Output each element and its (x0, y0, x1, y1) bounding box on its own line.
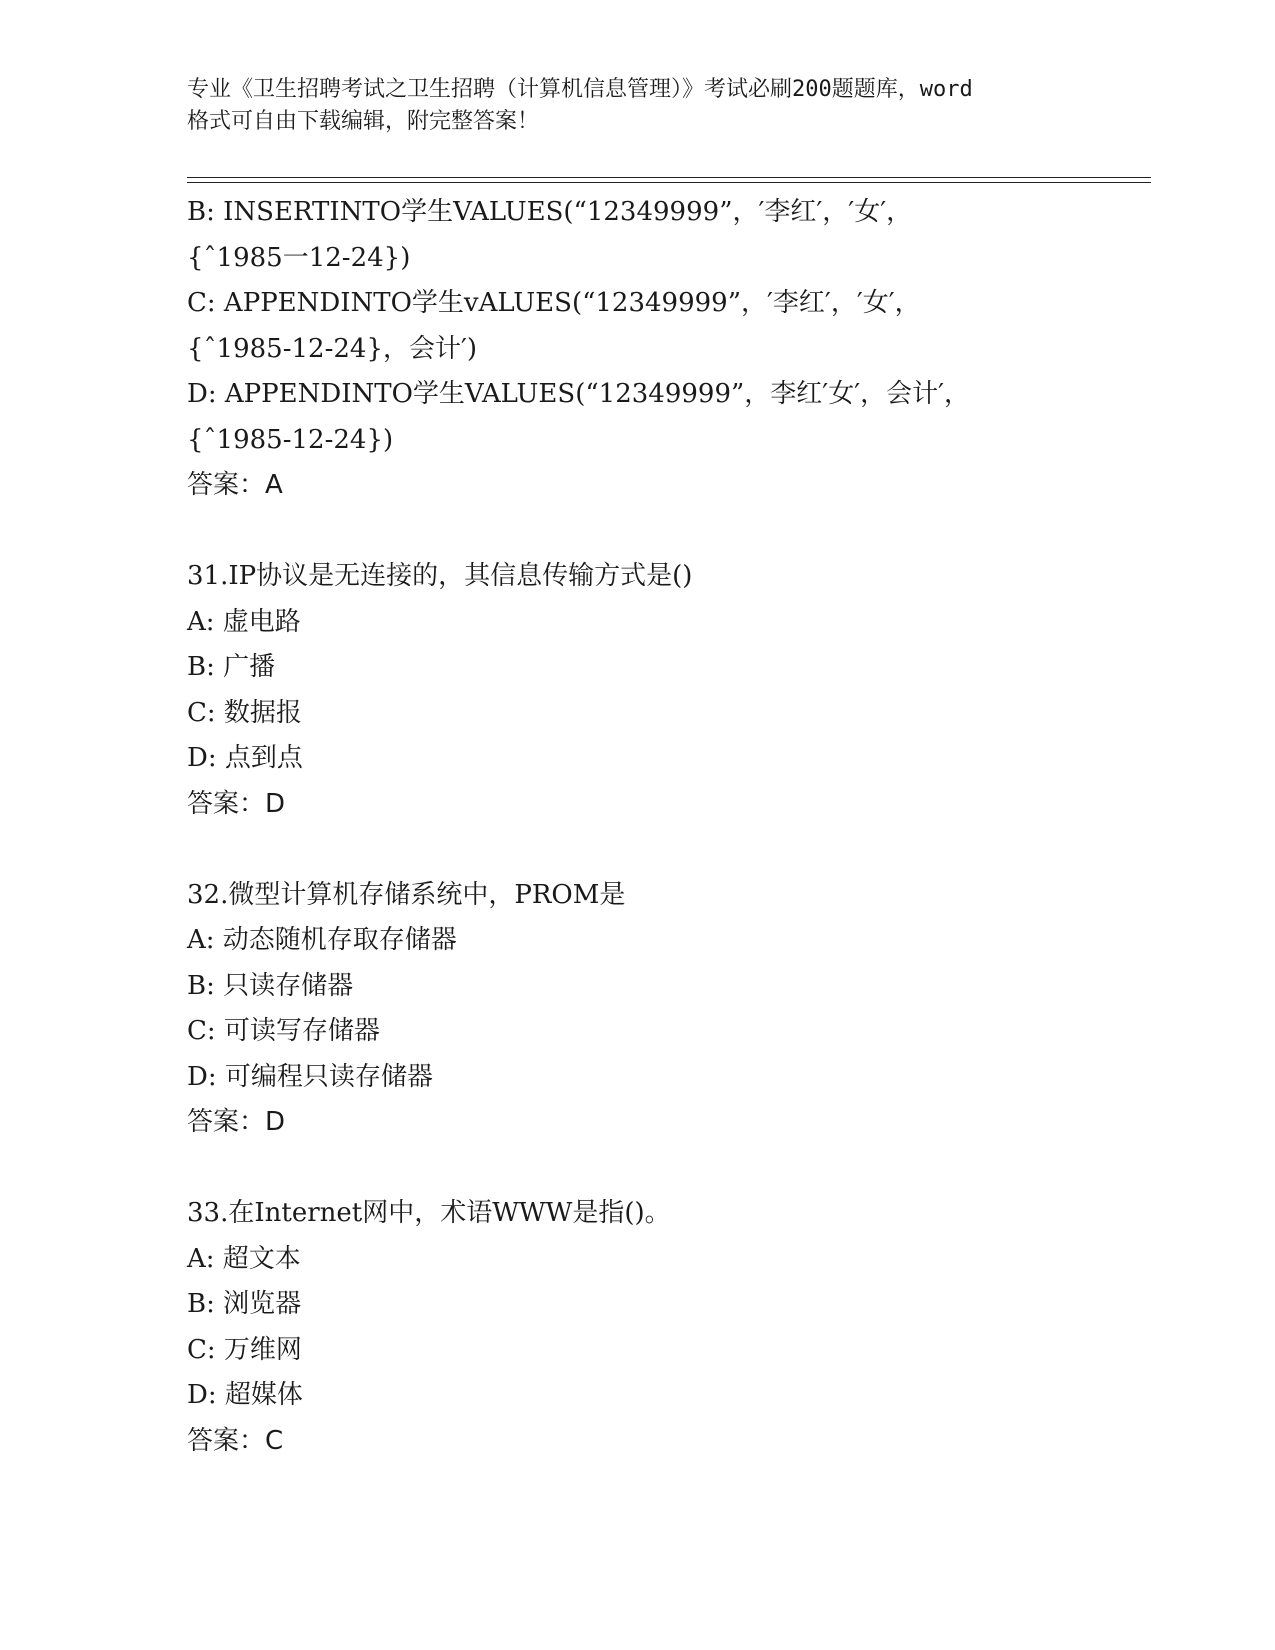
option-a: A: 虚电路 (187, 606, 301, 637)
answer-line: 答案：A (187, 470, 283, 500)
header-title-line-1: 专业《卫生招聘考试之卫生招聘（计算机信息管理）》考试必刷200题题库，word (187, 77, 973, 102)
header-divider-top (187, 177, 1151, 178)
option-d: D: 超媒体 (187, 1380, 303, 1410)
answer-line: 答案：D (187, 788, 286, 819)
option-d: D: 点到点 (187, 743, 303, 773)
header-divider-bottom (187, 182, 1151, 183)
question-30-continued (187, 190, 1147, 509)
answer-line: 答案：C (187, 1425, 284, 1456)
option-a: A: 超文本 (187, 1243, 301, 1274)
header-title-line-2: 格式可自由下载编辑，附完整答案！ (187, 109, 540, 134)
option-a: A: 动态随机存取存储器 (187, 925, 457, 955)
spacer (187, 827, 1147, 873)
option-d-line-1: D: APPENDINTO学生VALUES(“12349999”，李红′女′，会计′， (187, 379, 970, 409)
question-31 (187, 554, 1147, 827)
spacer (187, 1146, 1147, 1192)
option-b: B: 浏览器 (187, 1289, 302, 1319)
option-b: B: 只读存储器 (187, 970, 354, 1001)
question-stem: 31.IP协议是无连接的，其信息传输方式是() (187, 561, 693, 591)
option-b-line-1: B: INSERTINTO学生VALUES(“12349999”，′李红′，′女′， (187, 197, 913, 227)
answer-line: 答案：D (187, 1107, 286, 1137)
spacer (187, 509, 1147, 555)
question-stem: 33.在Internet网中，术语WWW是指()。 (187, 1198, 671, 1228)
question-stem: 32.微型计算机存储系统中，PROM是 (187, 879, 626, 910)
question-32 (187, 873, 1147, 1146)
option-c: C: 数据报 (187, 697, 302, 728)
option-b: B: 广播 (187, 652, 276, 682)
document-header (187, 74, 1087, 138)
question-33 (187, 1191, 1147, 1464)
option-c: C: 万维网 (187, 1334, 302, 1365)
option-c-line-2: {ˆ1985-12-24}，会计′) (187, 333, 478, 364)
question-list (187, 190, 1147, 1464)
option-d-line-2: {ˆ1985-12-24}) (187, 424, 394, 455)
option-b-line-2: {ˆ1985一12-24}) (187, 242, 411, 273)
option-c: C: 可读写存储器 (187, 1016, 380, 1046)
option-d: D: 可编程只读存储器 (187, 1061, 433, 1092)
option-c-line-1: C: APPENDINTO学生vALUES(“12349999”，′李红′，′女′， (187, 288, 921, 318)
